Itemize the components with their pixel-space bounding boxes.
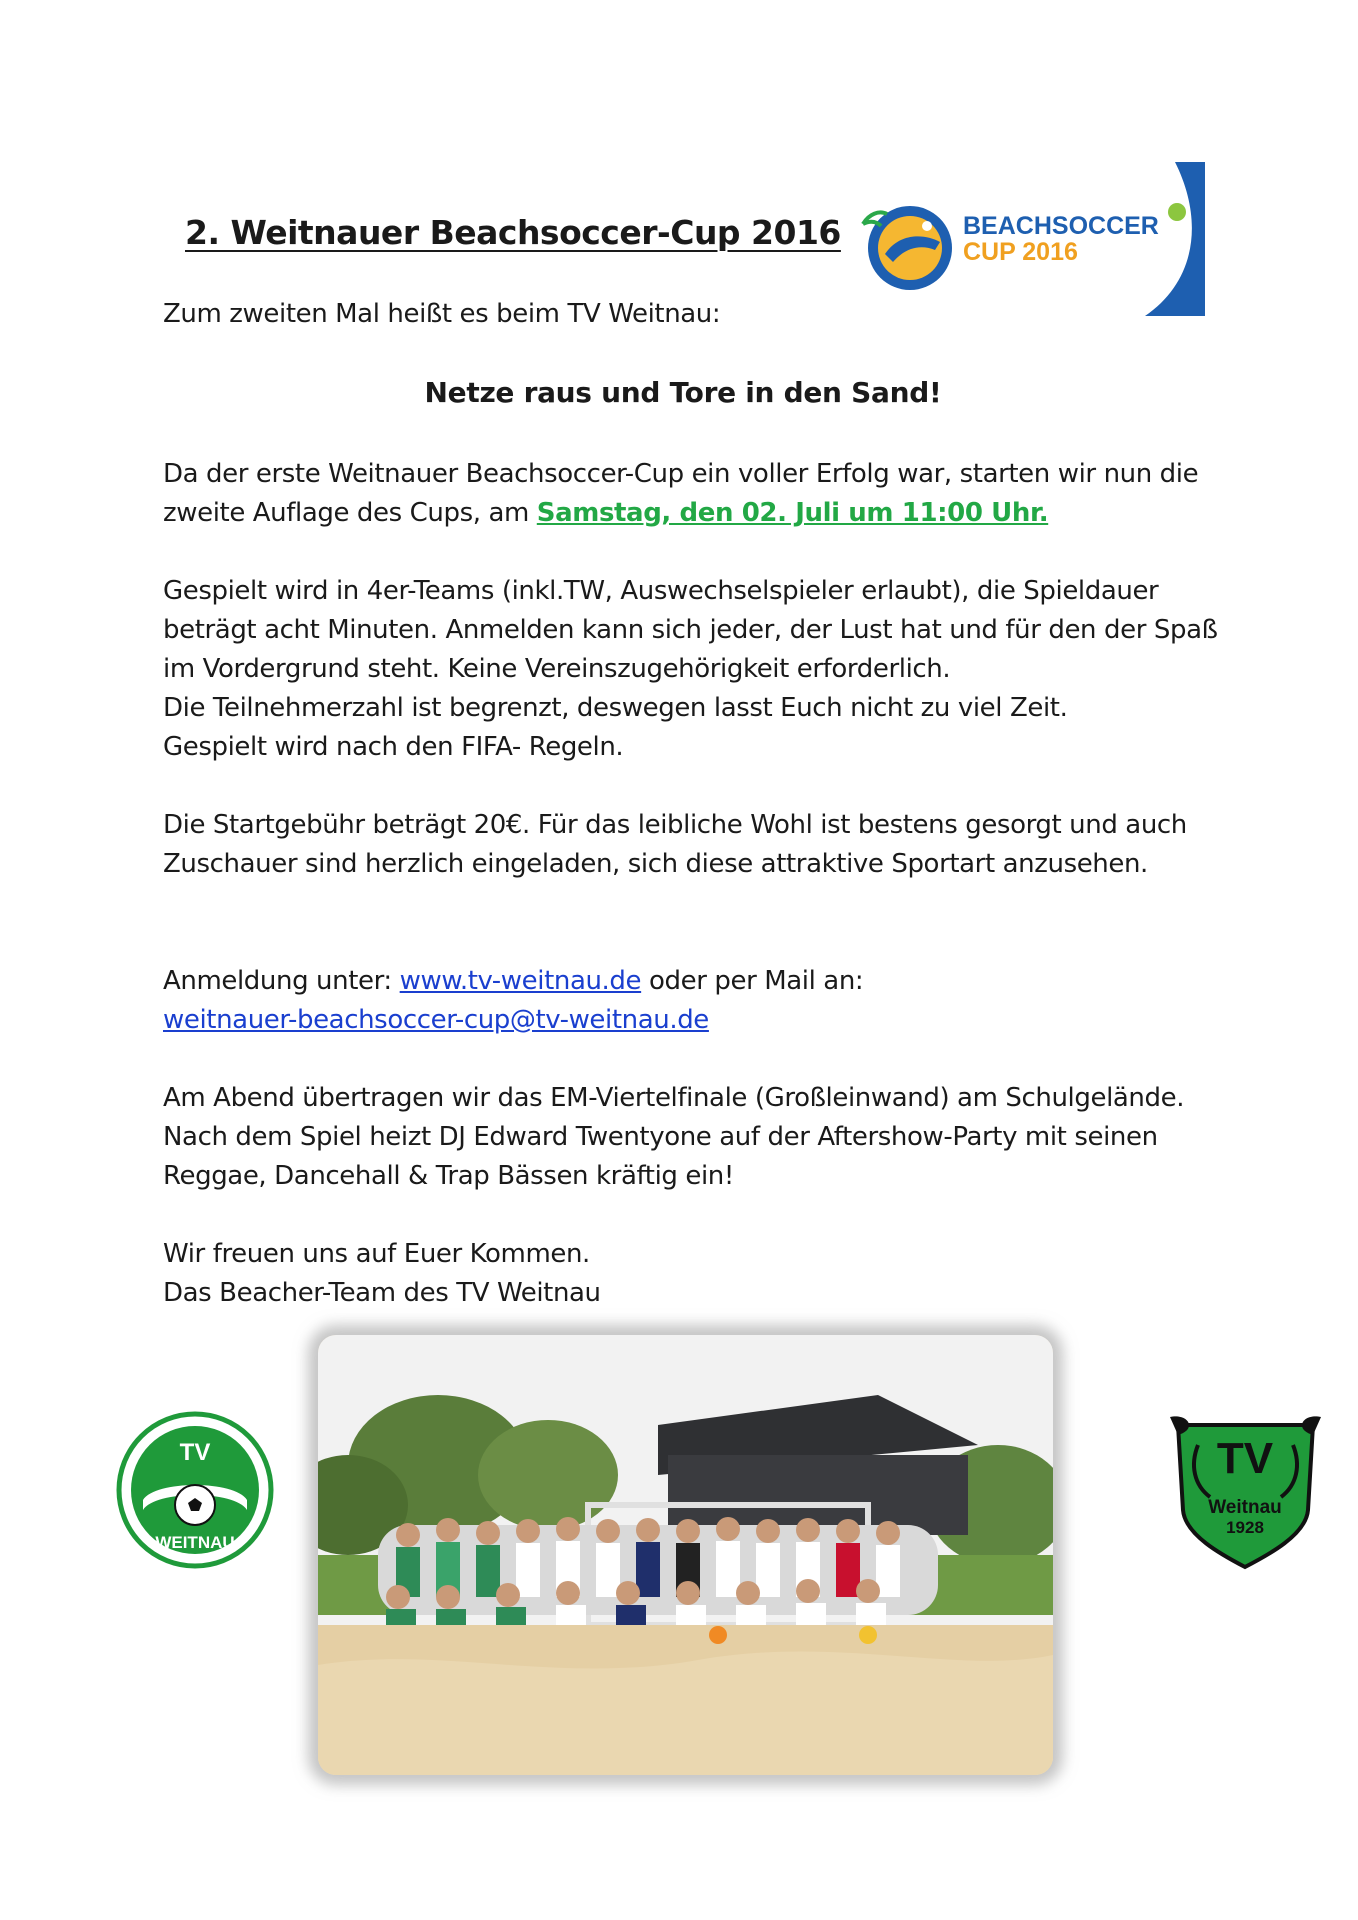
intro-text: Zum zweiten Mal heißt es beim TV Weitnau: <box>163 299 721 329</box>
team-photo-image <box>318 1335 1053 1775</box>
cup-logo-green-dot <box>1168 203 1186 221</box>
page-title: 2. Weitnauer Beachsoccer-Cup 2016 <box>185 213 841 252</box>
paragraph-registration <box>163 962 1223 1040</box>
rules-line-fifa: Gespielt wird nach den FIFA- Regeln. <box>163 732 624 762</box>
left-logo-tv: TV <box>179 1439 211 1466</box>
right-logo-name: Weitnau <box>1208 1497 1282 1518</box>
cup-logo-line2: CUP 2016 <box>963 238 1078 266</box>
tv-weitnau-logo-left <box>115 1410 275 1570</box>
website-link[interactable]: www.tv-weitnau.de <box>399 966 642 996</box>
paragraph-fee: Die Startgebühr beträgt 20€. Für das leibliche Wohl ist bestens gesorgt und auch Zuschauer sind herzlich eingeladen, sich diese attraktive Sportart anzusehen. <box>163 810 1187 879</box>
cup-logo-line1: BEACHSOCCER <box>963 212 1159 240</box>
right-logo-year: 1928 <box>1226 1518 1264 1537</box>
paragraph-rules <box>163 572 1223 767</box>
slogan: Netze raus und Tore in den Sand! <box>424 376 942 409</box>
registration-prefix: Anmeldung unter: <box>163 966 400 996</box>
team-photo <box>318 1335 1053 1775</box>
paragraph-cup-date-text: Da der erste Weitnauer Beachsoccer-Cup ein voller Erfolg war, starten wir nun die zweite Auflage des Cups, am <box>163 459 1199 528</box>
rules-line-teams: Gespielt wird in 4er-Teams (inkl.TW, Auswechselspieler erlaubt), die Spieldauer beträgt acht Minuten. Anmelden kann sich jeder, der Lust hat und für den der Spaß im Vordergrund steht. Keine Vereinszugehörigkeit erforderlich. <box>163 576 1218 684</box>
email-link[interactable]: weitnauer-beachsoccer-cup@tv-weitnau.de <box>163 1005 709 1035</box>
tv-weitnau-logo-right <box>1168 1405 1323 1570</box>
right-logo-tv: TV <box>1216 1434 1274 1483</box>
paragraph-cup-date <box>163 455 1223 533</box>
paragraph-closing <box>163 1235 1223 1313</box>
left-logo-weitnau: WEITNAU <box>155 1533 235 1552</box>
paragraph-evening: Am Abend übertragen wir das EM-Viertelfinale (Großleinwand) am Schulgelände. Nach dem Spiel heizt DJ Edward Twentyone auf der Aftershow-Party mit seinen Reggae, Dancehall & Trap Bässen kräftig ein! <box>163 1083 1185 1191</box>
event-date-highlight: Samstag, den 02. Juli um 11:00 Uhr. <box>536 498 1049 528</box>
beachsoccer-cup-logo <box>845 162 1205 316</box>
registration-middle: oder per Mail an: <box>641 966 864 996</box>
closing-line: Wir freuen uns auf Euer Kommen. <box>163 1239 590 1269</box>
rules-line-limit: Die Teilnehmerzahl ist begrenzt, deswegen lasst Euch nicht zu viel Zeit. <box>163 693 1068 723</box>
signature-line: Das Beacher-Team des TV Weitnau <box>163 1278 601 1308</box>
